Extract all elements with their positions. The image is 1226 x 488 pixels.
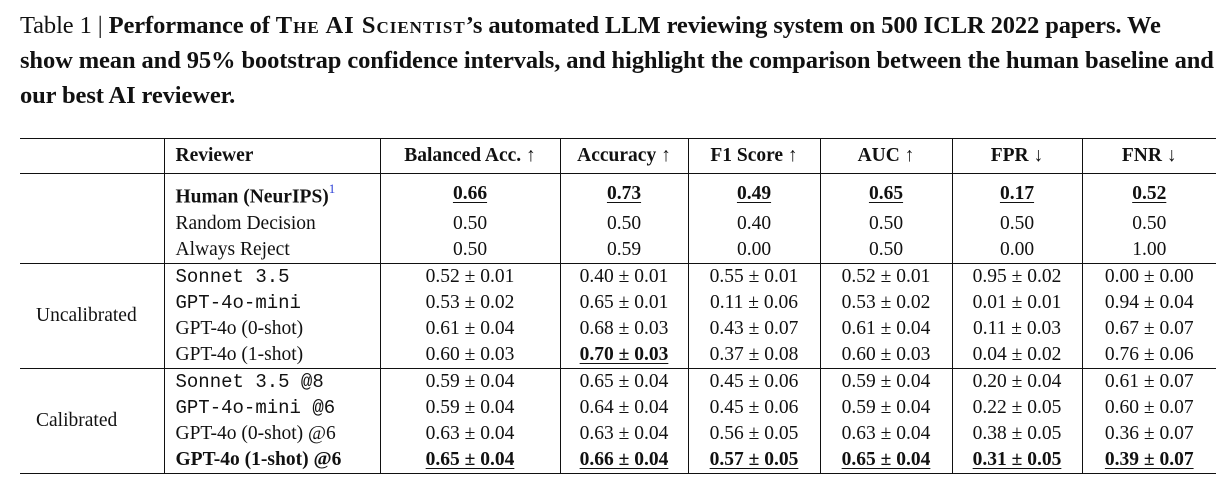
value-cell: 0.60 ± 0.03	[380, 342, 560, 369]
value-cell: 0.40	[688, 211, 820, 237]
value-cell: 0.67 ± 0.07	[1082, 316, 1216, 342]
table-row	[20, 395, 1216, 421]
value-cell: 0.04 ± 0.02	[952, 342, 1082, 369]
header-row	[20, 139, 1216, 174]
value-cell: 0.43 ± 0.07	[688, 316, 820, 342]
caption-name: The AI Scientist	[275, 12, 466, 39]
reviewer-name: Always Reject	[164, 237, 380, 264]
value-cell: 0.53 ± 0.02	[820, 290, 952, 316]
value-cell: 0.68 ± 0.03	[560, 316, 688, 342]
value-cell: 0.73	[560, 174, 688, 211]
group-cell	[20, 174, 164, 211]
value-cell: 0.59 ± 0.04	[380, 395, 560, 421]
value-cell: 0.49	[688, 174, 820, 211]
caption-bold-start: Performance of	[108, 12, 276, 39]
group-label-uncalibrated: Uncalibrated	[20, 263, 164, 368]
header-balanced-acc: Balanced Acc. ↑	[380, 139, 560, 174]
value-cell: 0.37 ± 0.08	[688, 342, 820, 369]
table-caption	[20, 8, 1216, 113]
group-cell	[20, 211, 164, 237]
results-table	[20, 138, 1216, 474]
value-cell: 0.65	[820, 174, 952, 211]
table-row	[20, 211, 1216, 237]
value-cell: 0.52 ± 0.01	[380, 263, 560, 290]
group-cell	[20, 237, 164, 264]
value-cell: 0.39 ± 0.07	[1082, 447, 1216, 474]
value-cell: 0.65 ± 0.04	[820, 447, 952, 474]
value-cell: 0.63 ± 0.04	[820, 421, 952, 447]
table-row	[20, 174, 1216, 211]
value-cell: 0.66	[380, 174, 560, 211]
value-cell: 0.60 ± 0.03	[820, 342, 952, 369]
value-cell: 0.11 ± 0.03	[952, 316, 1082, 342]
value-cell: 0.17	[952, 174, 1082, 211]
value-cell: 0.56 ± 0.05	[688, 421, 820, 447]
value-cell: 0.65 ± 0.01	[560, 290, 688, 316]
value-cell: 0.66 ± 0.04	[560, 447, 688, 474]
reviewer-name: GPT-4o (0-shot) @6	[164, 421, 380, 447]
reviewer-name: Sonnet 3.5	[164, 263, 380, 290]
reviewer-name: GPT-4o (1-shot) @6	[164, 447, 380, 474]
value-cell: 0.59 ± 0.04	[380, 368, 560, 395]
table-row	[20, 237, 1216, 264]
value-cell: 0.95 ± 0.02	[952, 263, 1082, 290]
value-cell: 1.00	[1082, 237, 1216, 264]
value-cell: 0.50	[380, 211, 560, 237]
group-header	[20, 139, 164, 174]
value-cell: 0.59	[560, 237, 688, 264]
reviewer-name: Sonnet 3.5 @8	[164, 368, 380, 395]
group-label-calibrated: Calibrated	[20, 368, 164, 473]
value-cell: 0.45 ± 0.06	[688, 368, 820, 395]
value-cell: 0.70 ± 0.03	[560, 342, 688, 369]
reviewer-name: GPT-4o-mini @6	[164, 395, 380, 421]
value-cell: 0.40 ± 0.01	[560, 263, 688, 290]
value-cell: 0.65 ± 0.04	[380, 447, 560, 474]
value-cell: 0.50	[560, 211, 688, 237]
value-cell: 0.59 ± 0.04	[820, 368, 952, 395]
table-row	[20, 447, 1216, 474]
value-cell: 0.36 ± 0.07	[1082, 421, 1216, 447]
table-row	[20, 290, 1216, 316]
value-cell: 0.64 ± 0.04	[560, 395, 688, 421]
table-row	[20, 263, 1216, 290]
value-cell: 0.11 ± 0.06	[688, 290, 820, 316]
value-cell: 0.00 ± 0.00	[1082, 263, 1216, 290]
value-cell: 0.59 ± 0.04	[820, 395, 952, 421]
table-row	[20, 368, 1216, 395]
header-fpr: FPR ↓	[952, 139, 1082, 174]
value-cell: 0.61 ± 0.04	[380, 316, 560, 342]
value-cell: 0.63 ± 0.04	[380, 421, 560, 447]
caption-prefix: Table 1 |	[20, 12, 109, 39]
value-cell: 0.50	[380, 237, 560, 264]
value-cell: 0.94 ± 0.04	[1082, 290, 1216, 316]
reviewer-name: Random Decision	[164, 211, 380, 237]
caption-bold-rest: ’s automated LLM reviewing system on 500 ICLR 2022 papers. We show mean and 95% bootstrap confidence intervals, and highlight the comparison between the human baseline and our best AI reviewer.	[20, 12, 1214, 109]
value-cell: 0.00	[688, 237, 820, 264]
value-cell: 0.00	[952, 237, 1082, 264]
value-cell: 0.50	[952, 211, 1082, 237]
value-cell: 0.52	[1082, 174, 1216, 211]
header-fnr: FNR ↓	[1082, 139, 1216, 174]
table-row	[20, 421, 1216, 447]
value-cell: 0.22 ± 0.05	[952, 395, 1082, 421]
footnote-marker: 1	[328, 181, 336, 196]
value-cell: 0.52 ± 0.01	[820, 263, 952, 290]
value-cell: 0.61 ± 0.07	[1082, 368, 1216, 395]
reviewer-name: GPT-4o (1-shot)	[164, 342, 380, 369]
value-cell: 0.38 ± 0.05	[952, 421, 1082, 447]
value-cell: 0.65 ± 0.04	[560, 368, 688, 395]
header-f1: F1 Score ↑	[688, 139, 820, 174]
reviewer-name: GPT-4o-mini	[164, 290, 380, 316]
value-cell: 0.61 ± 0.04	[820, 316, 952, 342]
value-cell: 0.55 ± 0.01	[688, 263, 820, 290]
table-row	[20, 316, 1216, 342]
value-cell: 0.01 ± 0.01	[952, 290, 1082, 316]
value-cell: 0.76 ± 0.06	[1082, 342, 1216, 369]
header-reviewer: Reviewer	[164, 139, 380, 174]
value-cell: 0.53 ± 0.02	[380, 290, 560, 316]
value-cell: 0.57 ± 0.05	[688, 447, 820, 474]
value-cell: 0.50	[820, 237, 952, 264]
value-cell: 0.63 ± 0.04	[560, 421, 688, 447]
reviewer-name: Human (NeurIPS)	[175, 186, 329, 208]
header-auc: AUC ↑	[820, 139, 952, 174]
value-cell: 0.31 ± 0.05	[952, 447, 1082, 474]
value-cell: 0.50	[820, 211, 952, 237]
value-cell: 0.20 ± 0.04	[952, 368, 1082, 395]
table-row	[20, 342, 1216, 369]
value-cell: 0.60 ± 0.07	[1082, 395, 1216, 421]
value-cell: 0.45 ± 0.06	[688, 395, 820, 421]
value-cell: 0.50	[1082, 211, 1216, 237]
reviewer-name: GPT-4o (0-shot)	[164, 316, 380, 342]
reviewer-cell	[164, 174, 380, 211]
header-accuracy: Accuracy ↑	[560, 139, 688, 174]
